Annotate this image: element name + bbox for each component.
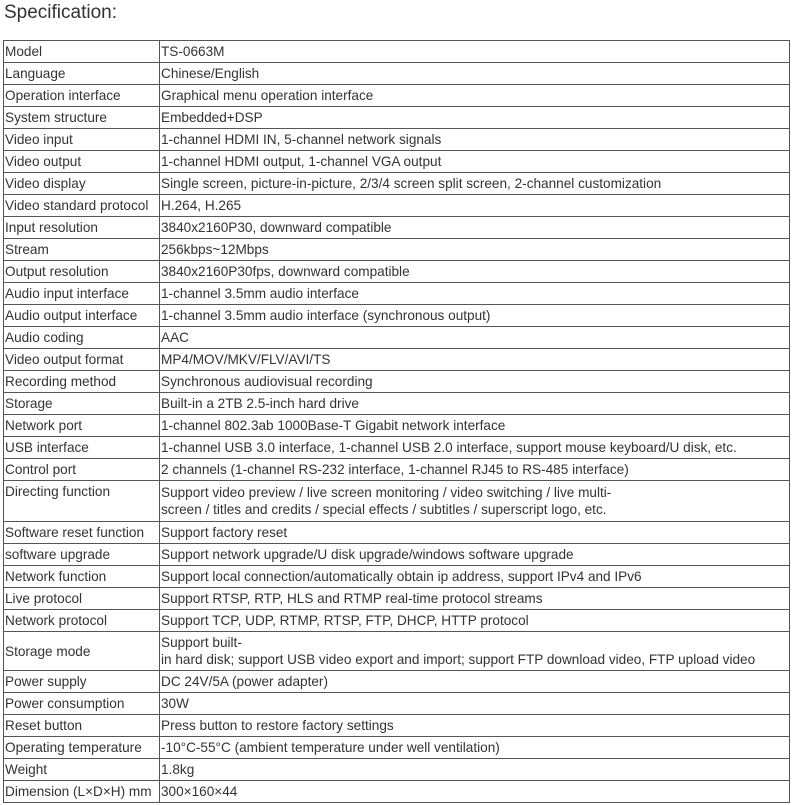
spec-key: USB interface xyxy=(4,437,160,459)
spec-value: 300×160×44 xyxy=(160,781,790,803)
spec-value: Built-in a 2TB 2.5-inch hard drive xyxy=(160,393,790,415)
spec-value: DC 24V/5A (power adapter) xyxy=(160,671,790,693)
spec-value: 3840x2160P30fps, downward compatible xyxy=(160,261,790,283)
spec-key: Model xyxy=(4,41,160,63)
spec-value: Chinese/English xyxy=(160,63,790,85)
spec-value: Support RTSP, RTP, HLS and RTMP real-time protocol streams xyxy=(160,588,790,610)
spec-value xyxy=(160,632,790,671)
spec-value xyxy=(160,481,790,522)
spec-key: Network function xyxy=(4,566,160,588)
spec-value: Support factory reset xyxy=(160,522,790,544)
spec-value: Support local connection/automatically obtain ip address, support IPv4 and IPv6 xyxy=(160,566,790,588)
table-row xyxy=(4,107,790,129)
spec-key: Language xyxy=(4,63,160,85)
table-row xyxy=(4,217,790,239)
spec-value: Embedded+DSP xyxy=(160,107,790,129)
spec-value: 1-channel 3.5mm audio interface (synchronous output) xyxy=(160,305,790,327)
spec-key: Video output xyxy=(4,151,160,173)
spec-value: 1-channel HDMI output, 1-channel VGA output xyxy=(160,151,790,173)
table-row xyxy=(4,522,790,544)
spec-value: H.264, H.265 xyxy=(160,195,790,217)
spec-value: Support TCP, UDP, RTMP, RTSP, FTP, DHCP, HTTP protocol xyxy=(160,610,790,632)
spec-key: Control port xyxy=(4,459,160,481)
spec-key: Input resolution xyxy=(4,217,160,239)
spec-key: Audio output interface xyxy=(4,305,160,327)
table-row xyxy=(4,327,790,349)
table-row xyxy=(4,588,790,610)
spec-key: Weight xyxy=(4,759,160,781)
spec-key: software upgrade xyxy=(4,544,160,566)
table-row xyxy=(4,415,790,437)
spec-value-line: Support built- xyxy=(161,635,242,650)
table-row xyxy=(4,63,790,85)
table-row xyxy=(4,566,790,588)
specification-table xyxy=(3,40,790,803)
spec-key: Power consumption xyxy=(4,693,160,715)
table-row xyxy=(4,261,790,283)
table-row xyxy=(4,41,790,63)
table-row xyxy=(4,671,790,693)
spec-key: Directing function xyxy=(4,481,160,522)
spec-key: Software reset function xyxy=(4,522,160,544)
table-row xyxy=(4,759,790,781)
spec-key: Audio input interface xyxy=(4,283,160,305)
spec-value: 1-channel 3.5mm audio interface xyxy=(160,283,790,305)
spec-key: Video standard protocol xyxy=(4,195,160,217)
spec-key: Live protocol xyxy=(4,588,160,610)
spec-value: 30W xyxy=(160,693,790,715)
spec-key: Power supply xyxy=(4,671,160,693)
table-row xyxy=(4,195,790,217)
spec-value: 1-channel USB 3.0 interface, 1-channel USB 2.0 interface, support mouse keyboard/U disk, etc. xyxy=(160,437,790,459)
spec-value: 2 channels (1-channel RS-232 interface, 1-channel RJ45 to RS-485 interface) xyxy=(160,459,790,481)
spec-value: Single screen, picture-in-picture, 2/3/4 screen split screen, 2-channel customization xyxy=(160,173,790,195)
spec-key: System structure xyxy=(4,107,160,129)
spec-key: Network protocol xyxy=(4,610,160,632)
spec-value: 1.8kg xyxy=(160,759,790,781)
table-row xyxy=(4,85,790,107)
spec-key: Video input xyxy=(4,129,160,151)
table-row xyxy=(4,610,790,632)
spec-value: MP4/MOV/MKV/FLV/AVI/TS xyxy=(160,349,790,371)
spec-key: Video output format xyxy=(4,349,160,371)
table-row xyxy=(4,737,790,759)
table-row xyxy=(4,632,790,671)
spec-key: Video display xyxy=(4,173,160,195)
spec-value-line: screen / titles and credits / special effects / subtitles / superscript logo, etc. xyxy=(161,502,607,517)
table-row xyxy=(4,459,790,481)
page-title: Specification: xyxy=(4,2,118,23)
spec-value: 3840x2160P30, downward compatible xyxy=(160,217,790,239)
table-row xyxy=(4,349,790,371)
table-row xyxy=(4,173,790,195)
spec-value: Graphical menu operation interface xyxy=(160,85,790,107)
spec-value-line: Support video preview / live screen monitoring / video switching / live multi- xyxy=(161,485,612,500)
spec-key: Operating temperature xyxy=(4,737,160,759)
table-row xyxy=(4,437,790,459)
spec-key: Storage mode xyxy=(4,632,160,671)
spec-value: Support network upgrade/U disk upgrade/windows software upgrade xyxy=(160,544,790,566)
spec-value: Press button to restore factory settings xyxy=(160,715,790,737)
spec-value: 256kbps~12Mbps xyxy=(160,239,790,261)
spec-value: 1-channel HDMI IN, 5-channel network signals xyxy=(160,129,790,151)
spec-key: Dimension (L×D×H) mm xyxy=(4,781,160,803)
table-row xyxy=(4,371,790,393)
spec-key: Reset button xyxy=(4,715,160,737)
spec-key: Storage xyxy=(4,393,160,415)
table-row xyxy=(4,481,790,522)
spec-value: 1-channel 802.3ab 1000Base-T Gigabit network interface xyxy=(160,415,790,437)
table-row xyxy=(4,239,790,261)
table-row xyxy=(4,151,790,173)
spec-key: Operation interface xyxy=(4,85,160,107)
table-row xyxy=(4,544,790,566)
table-row xyxy=(4,693,790,715)
spec-key: Recording method xyxy=(4,371,160,393)
table-row xyxy=(4,129,790,151)
spec-value: -10°C-55°C (ambient temperature under well ventilation) xyxy=(160,737,790,759)
table-row xyxy=(4,781,790,803)
spec-key: Audio coding xyxy=(4,327,160,349)
spec-value-line: in hard disk; support USB video export and import; support FTP download video, FTP upload video xyxy=(161,652,756,667)
spec-value: AAC xyxy=(160,327,790,349)
spec-value: TS-0663M xyxy=(160,41,790,63)
spec-key: Network port xyxy=(4,415,160,437)
spec-key: Output resolution xyxy=(4,261,160,283)
table-row xyxy=(4,283,790,305)
table-row xyxy=(4,305,790,327)
spec-key: Stream xyxy=(4,239,160,261)
spec-value: Synchronous audiovisual recording xyxy=(160,371,790,393)
table-row xyxy=(4,393,790,415)
table-row xyxy=(4,715,790,737)
